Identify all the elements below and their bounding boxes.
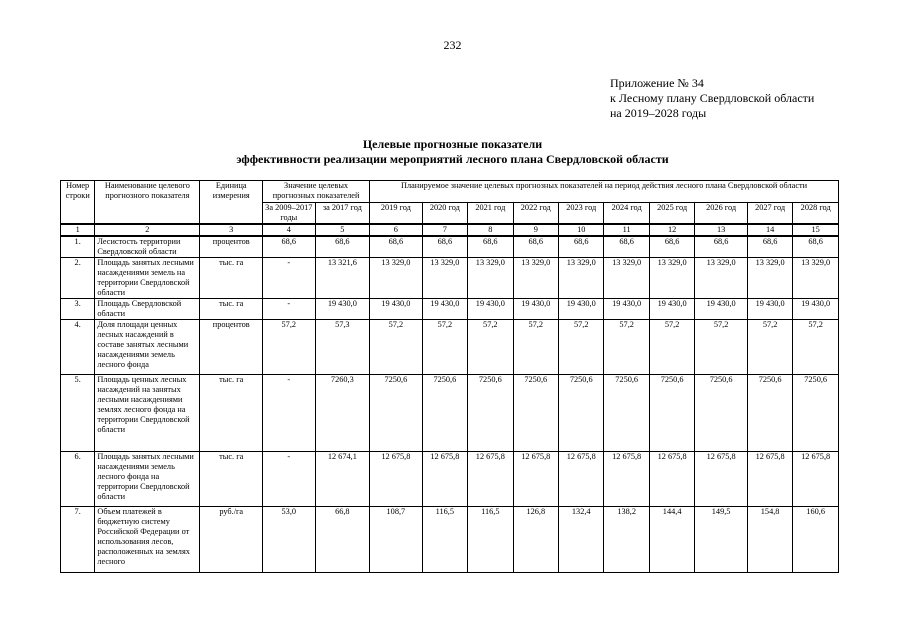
value-2009-2017-cell: - (263, 452, 316, 507)
year-value-cell: 7250,6 (513, 375, 558, 452)
value-2009-2017-cell: 53,0 (263, 507, 316, 573)
year-value-cell: 68,6 (649, 236, 694, 258)
column-number: 2 (95, 224, 200, 236)
year-value-cell: 149,5 (695, 507, 748, 573)
year-value-cell: 12 675,8 (793, 452, 839, 507)
year-value-cell: 12 675,8 (370, 452, 423, 507)
year-value-cell: 68,6 (747, 236, 792, 258)
year-value-cell: 68,6 (422, 236, 467, 258)
year-value-cell: 13 329,0 (793, 258, 839, 299)
year-value-cell: 126,8 (513, 507, 558, 573)
year-value-cell: 7250,6 (695, 375, 748, 452)
year-value-cell: 7250,6 (422, 375, 467, 452)
year-value-cell: 7250,6 (649, 375, 694, 452)
header-year: 2026 год (695, 203, 748, 225)
year-value-cell: 68,6 (695, 236, 748, 258)
year-value-cell: 144,4 (649, 507, 694, 573)
year-value-cell: 57,2 (513, 320, 558, 375)
year-value-cell: 7250,6 (559, 375, 604, 452)
unit-cell: тыс. га (200, 375, 263, 452)
value-2009-2017-cell: 57,2 (263, 320, 316, 375)
row-number-cell: 7. (61, 507, 95, 573)
column-number: 14 (747, 224, 792, 236)
appendix-line-2: к Лесному плану Свердловской области (610, 91, 815, 105)
header-target-value: Значение целевых прогнозных показателей (263, 181, 370, 203)
year-value-cell: 13 329,0 (747, 258, 792, 299)
year-value-cell: 116,5 (468, 507, 513, 573)
column-number: 4 (263, 224, 316, 236)
year-value-cell: 13 329,0 (559, 258, 604, 299)
year-value-cell: 13 329,0 (370, 258, 423, 299)
year-value-cell: 13 329,0 (513, 258, 558, 299)
indicator-name-cell: Доля площади ценных лесных насаждений в составе занятых лесными насаждениями земель лесного фонда (95, 320, 200, 375)
year-value-cell: 57,2 (747, 320, 792, 375)
year-value-cell: 7250,6 (604, 375, 649, 452)
header-unit: Единица измерения (200, 181, 263, 225)
year-value-cell: 68,6 (559, 236, 604, 258)
header-year: 2028 год (793, 203, 839, 225)
year-value-cell: 57,2 (559, 320, 604, 375)
unit-cell: тыс. га (200, 452, 263, 507)
table-row (61, 236, 839, 258)
table-row (61, 320, 839, 375)
column-number: 6 (370, 224, 423, 236)
column-numbers-row (61, 224, 839, 236)
column-number: 7 (422, 224, 467, 236)
document-title (0, 137, 905, 167)
header-2009-2017: За 2009–2017 годы (263, 203, 316, 225)
year-value-cell: 13 329,0 (649, 258, 694, 299)
header-year: 2027 год (747, 203, 792, 225)
column-number: 9 (513, 224, 558, 236)
page-number: 232 (443, 38, 462, 52)
column-number: 12 (649, 224, 694, 236)
year-value-cell: 132,4 (559, 507, 604, 573)
year-value-cell: 19 430,0 (422, 299, 467, 320)
year-value-cell: 68,6 (513, 236, 558, 258)
unit-cell: процентов (200, 320, 263, 375)
header-indicator-name: Наименование целевого прогнозного показателя (95, 181, 200, 225)
year-value-cell: 12 675,8 (747, 452, 792, 507)
unit-cell: тыс. га (200, 258, 263, 299)
column-number: 11 (604, 224, 649, 236)
unit-cell: тыс. га (200, 299, 263, 320)
unit-cell: руб./га (200, 507, 263, 573)
row-number-cell: 1. (61, 236, 95, 258)
column-number: 1 (61, 224, 95, 236)
row-number-cell: 3. (61, 299, 95, 320)
year-value-cell: 68,6 (793, 236, 839, 258)
column-number: 10 (559, 224, 604, 236)
year-value-cell: 13 329,0 (695, 258, 748, 299)
year-value-cell: 19 430,0 (604, 299, 649, 320)
year-value-cell: 57,2 (649, 320, 694, 375)
year-value-cell: 57,2 (604, 320, 649, 375)
value-2017-cell: 68,6 (315, 236, 370, 258)
table-header (61, 181, 839, 225)
year-value-cell: 12 675,8 (649, 452, 694, 507)
value-2009-2017-cell: - (263, 375, 316, 452)
year-value-cell: 12 675,8 (422, 452, 467, 507)
year-value-cell: 138,2 (604, 507, 649, 573)
year-value-cell: 19 430,0 (559, 299, 604, 320)
column-number: 8 (468, 224, 513, 236)
column-number: 13 (695, 224, 748, 236)
year-value-cell: 12 675,8 (559, 452, 604, 507)
header-year: 2020 год (422, 203, 467, 225)
header-row-number: Номер строки (61, 181, 95, 225)
indicator-name-cell: Площадь Свердловской области (95, 299, 200, 320)
header-year: 2023 год (559, 203, 604, 225)
year-value-cell: 12 675,8 (695, 452, 748, 507)
year-value-cell: 57,2 (422, 320, 467, 375)
indicator-name-cell: Площадь занятых лесными насаждениями земель лесного фонда на территории Свердловской области (95, 452, 200, 507)
table-row (61, 507, 839, 573)
value-2017-cell: 13 321,6 (315, 258, 370, 299)
year-value-cell: 160,6 (793, 507, 839, 573)
header-year: 2021 год (468, 203, 513, 225)
table-row (61, 258, 839, 299)
table-row (61, 299, 839, 320)
header-year: 2022 год (513, 203, 558, 225)
year-value-cell: 108,7 (370, 507, 423, 573)
table-body (61, 224, 839, 573)
indicators-table (60, 180, 839, 573)
year-value-cell: 68,6 (468, 236, 513, 258)
year-value-cell: 7250,6 (370, 375, 423, 452)
header-year: 2024 год (604, 203, 649, 225)
indicator-name-cell: Площадь занятых лесными насаждениями земель на территории Свердловской области (95, 258, 200, 299)
value-2017-cell: 7260,3 (315, 375, 370, 452)
header-planned-value: Планируемое значение целевых прогнозных показателей на период действия лесного плана Свердловской области (370, 181, 839, 203)
year-value-cell: 57,2 (793, 320, 839, 375)
year-value-cell: 19 430,0 (370, 299, 423, 320)
column-number: 15 (793, 224, 839, 236)
value-2017-cell: 66,8 (315, 507, 370, 573)
value-2009-2017-cell: - (263, 299, 316, 320)
appendix-note (610, 76, 814, 121)
row-number-cell: 6. (61, 452, 95, 507)
value-2017-cell: 57,3 (315, 320, 370, 375)
year-value-cell: 12 675,8 (468, 452, 513, 507)
year-value-cell: 19 430,0 (468, 299, 513, 320)
title-line-1: Целевые прогнозные показатели (362, 137, 543, 151)
column-number: 5 (315, 224, 370, 236)
year-value-cell: 12 675,8 (513, 452, 558, 507)
appendix-line-1: Приложение № 34 (610, 76, 704, 90)
indicator-name-cell: Лесистость территории Свердловской области (95, 236, 200, 258)
column-number: 3 (200, 224, 263, 236)
year-value-cell: 116,5 (422, 507, 467, 573)
year-value-cell: 68,6 (370, 236, 423, 258)
year-value-cell: 68,6 (604, 236, 649, 258)
year-value-cell: 13 329,0 (468, 258, 513, 299)
row-number-cell: 5. (61, 375, 95, 452)
year-value-cell: 154,8 (747, 507, 792, 573)
year-value-cell: 57,2 (695, 320, 748, 375)
year-value-cell: 19 430,0 (793, 299, 839, 320)
year-value-cell: 13 329,0 (422, 258, 467, 299)
year-value-cell: 7250,6 (747, 375, 792, 452)
indicator-name-cell: Площадь ценных лесных насаждений на занятых лесными насаждениями землях лесного фонда на территории Свердловской области (95, 375, 200, 452)
appendix-line-3: на 2019–2028 годы (610, 106, 707, 120)
value-2017-cell: 19 430,0 (315, 299, 370, 320)
year-value-cell: 19 430,0 (649, 299, 694, 320)
year-value-cell: 57,2 (468, 320, 513, 375)
value-2009-2017-cell: - (263, 258, 316, 299)
title-line-2: эффективности реализации мероприятий лесного плана Свердловской области (236, 152, 669, 166)
unit-cell: процентов (200, 236, 263, 258)
row-number-cell: 2. (61, 258, 95, 299)
year-value-cell: 7250,6 (793, 375, 839, 452)
year-value-cell: 19 430,0 (513, 299, 558, 320)
header-year: 2019 год (370, 203, 423, 225)
table-row (61, 375, 839, 452)
header-2017: за 2017 год (315, 203, 370, 225)
year-value-cell: 57,2 (370, 320, 423, 375)
year-value-cell: 7250,6 (468, 375, 513, 452)
value-2017-cell: 12 674,1 (315, 452, 370, 507)
indicator-name-cell: Объем платежей в бюджетную систему Российской Федерации от использования лесов, расположенных на землях лесного (95, 507, 200, 573)
table-row (61, 452, 839, 507)
year-value-cell: 12 675,8 (604, 452, 649, 507)
header-year: 2025 год (649, 203, 694, 225)
row-number-cell: 4. (61, 320, 95, 375)
year-value-cell: 19 430,0 (747, 299, 792, 320)
year-value-cell: 13 329,0 (604, 258, 649, 299)
year-value-cell: 19 430,0 (695, 299, 748, 320)
value-2009-2017-cell: 68,6 (263, 236, 316, 258)
